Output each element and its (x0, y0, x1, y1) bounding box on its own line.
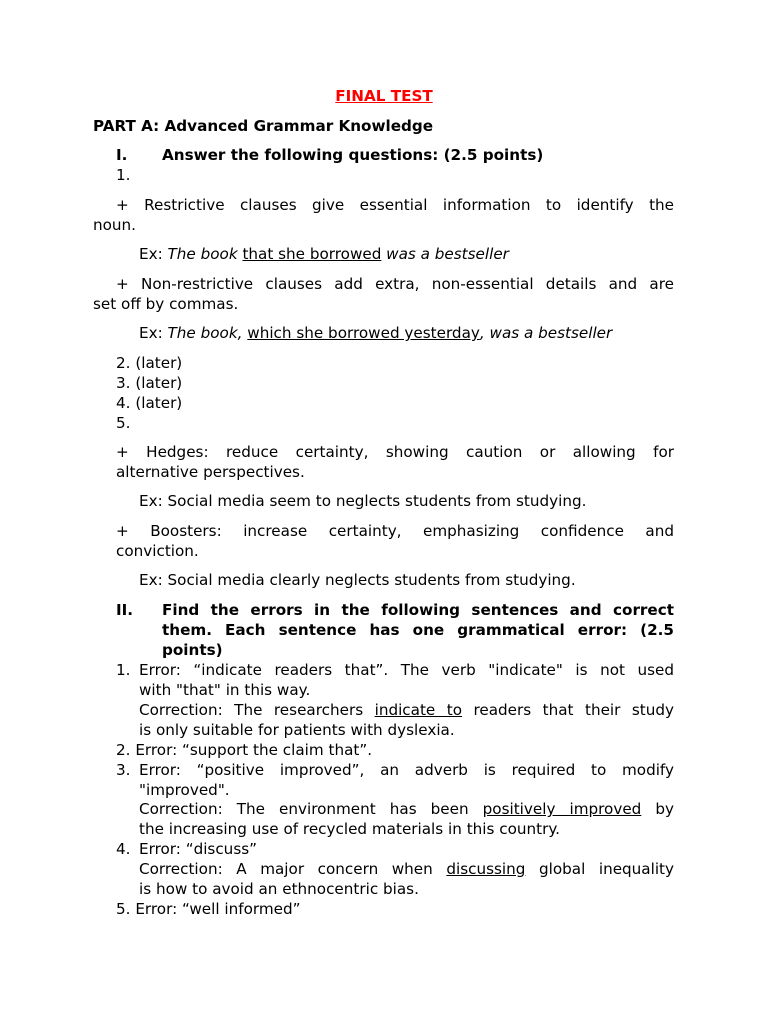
item-1-number: 1. (116, 661, 131, 679)
item-4-correction-line-2: is how to avoid an ethnocentric bias. (139, 880, 419, 898)
question-1-number: 1. (116, 166, 131, 184)
example-underlined-clause: which she borrowed yesterday (247, 324, 480, 342)
item-2: 2. Error: “support the claim that”. (116, 741, 373, 759)
correction-text: Correction: The environment has been (139, 800, 483, 818)
hedges-line-1: + Hedges: reduce certainty, showing caution or allowing for (116, 443, 674, 461)
restrictive-clauses-line-2: noun. (93, 216, 136, 234)
question-2: 2. (later) (116, 354, 183, 372)
nonrestrictive-example (139, 323, 612, 343)
item-3-error-line-1: Error: “positive improved”, an adverb is required to modify (139, 761, 674, 779)
section-2-numeral: II. (116, 601, 134, 619)
correction-text: readers that their study (462, 701, 674, 719)
item-4-correction-line-1 (139, 859, 674, 879)
item-3-correction-line-2: the increasing use of recycled materials in this country. (139, 820, 560, 838)
example-underlined-clause: that she borrowed (242, 245, 382, 263)
section-1-title: Answer the following questions: (2.5 points) (162, 146, 544, 164)
item-3-error-line-2: "improved". (139, 781, 230, 799)
section-2-heading-line-1: Find the errors in the following sentences and correct (162, 601, 674, 619)
section-1-heading (116, 145, 543, 165)
item-1-correction-line-1 (139, 700, 674, 720)
example-text: was a bestseller (381, 245, 509, 263)
example-text: , was a bestseller (479, 324, 613, 342)
question-5-number: 5. (116, 414, 131, 432)
item-3-correction-line-1 (139, 799, 674, 819)
boosters-line-1: + Boosters: increase certainty, emphasizing confidence and (116, 522, 674, 540)
section-2-heading-line-2: them. Each sentence has one grammatical error: (2.5 (162, 621, 674, 639)
example-prefix: Ex: (139, 324, 168, 342)
item-4-error: Error: “discuss” (139, 840, 258, 858)
nonrestrictive-clauses-line-2: set off by commas. (93, 295, 239, 313)
correction-underlined: discussing (446, 860, 526, 878)
question-4: 4. (later) (116, 394, 183, 412)
restrictive-clauses-line-1: + Restrictive clauses give essential information to identify the (116, 196, 674, 214)
correction-text: by (641, 800, 674, 818)
item-3-number: 3. (116, 761, 131, 779)
item-1-error-line-2: with "that" in this way. (139, 681, 311, 699)
correction-underlined: indicate to (374, 701, 462, 719)
boosters-line-2: conviction. (116, 542, 199, 560)
correction-underlined: positively improved (482, 800, 642, 818)
item-1-correction-line-2: is only suitable for patients with dyslexia. (139, 721, 455, 739)
correction-text: global inequality (525, 860, 674, 878)
restrictive-example (139, 244, 509, 264)
hedges-line-2: alternative perspectives. (116, 463, 305, 481)
part-a-heading: PART A: Advanced Grammar Knowledge (93, 117, 434, 135)
section-1-numeral: I. (116, 146, 128, 164)
item-1-error-line-1: Error: “indicate readers that”. The verb "indicate" is not used (139, 661, 674, 679)
question-3: 3. (later) (116, 374, 183, 392)
item-4-number: 4. (116, 840, 131, 858)
section-2-heading-line-3: points) (162, 641, 223, 659)
boosters-example: Ex: Social media clearly neglects students from studying. (139, 571, 576, 589)
correction-text: Correction: The researchers (139, 701, 375, 719)
example-text: The book, (167, 324, 248, 342)
correction-text: Correction: A major concern when (139, 860, 447, 878)
page-title: FINAL TEST (335, 87, 433, 105)
item-5: 5. Error: “well informed” (116, 900, 301, 918)
hedges-example: Ex: Social media seem to neglects students from studying. (139, 492, 587, 510)
example-text: The book (167, 245, 243, 263)
nonrestrictive-clauses-line-1: + Non-restrictive clauses add extra, non-essential details and are (116, 275, 674, 293)
example-prefix: Ex: (139, 245, 168, 263)
